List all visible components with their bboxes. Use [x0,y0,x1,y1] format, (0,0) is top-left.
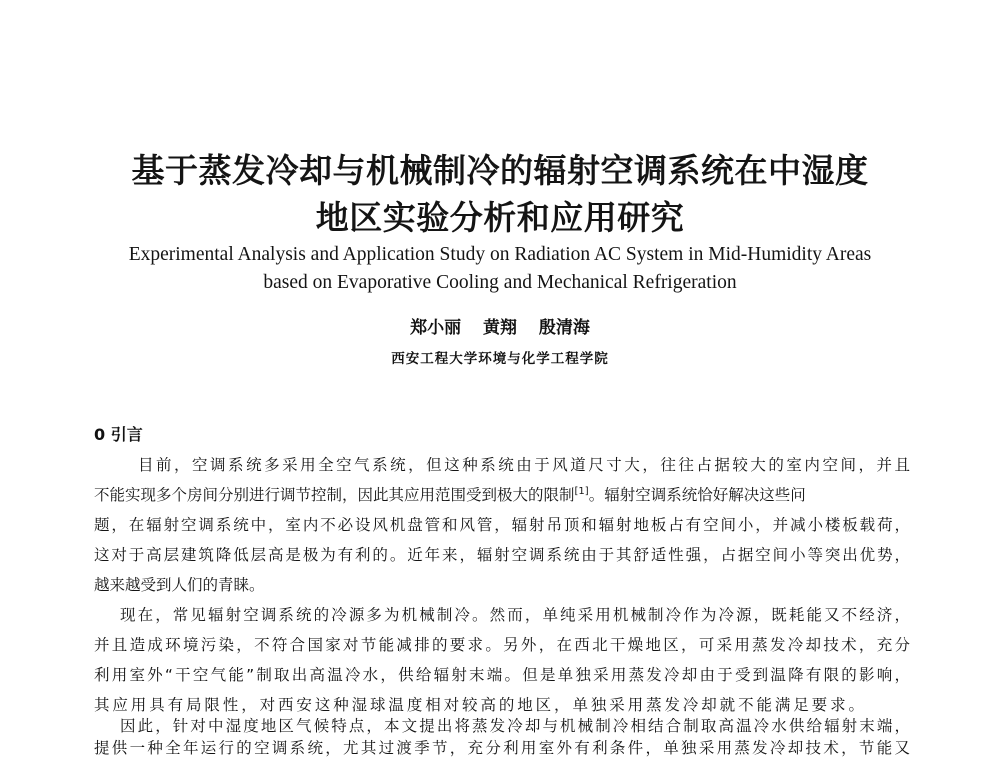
paragraph-3-line-1: 因此，针对中湿度地区气候特点，本文提出将蒸发冷却与机械制冷相结合制取高温冷水供给辐射末端， [120,717,910,735]
title-english-line-2: based on Evaporative Cooling and Mechanical Refrigeration [263,272,737,293]
title-english-line-1: Experimental Analysis and Application Study on Radiation AC System in Mid-Humidity Areas [128,244,872,265]
author-name: 殷清海 [538,318,590,338]
paragraph-3-line-2: 提供一种全年运行的空调系统，尤其过渡季节，充分利用室外有利条件，单独采用蒸发冷却技术，节能又 [94,739,910,757]
title-chinese-line-2: 地区实验分析和应用研究 [315,198,685,237]
paragraph-1-line-1: 目前，空调系统多采用全空气系统，但这种系统由于风道尺寸大，往往占据较大的室内空间，并且 [138,456,910,474]
author-affiliation: 西安工程大学环境与化学工程学院 [391,351,609,367]
paragraph-2-line-1: 现在，常见辐射空调系统的冷源多为机械制冷。然而，单纯采用机械制冷作为冷源，既耗能又不经济， [120,606,910,624]
author-list [0,313,1000,338]
paragraph-1-line-2: 不能实现多个房间分别进行调节控制，因此其应用范围受到极大的限制[1]。辐射空调系统恰好解决这些问 [94,485,806,504]
paragraph-2-line-2: 并且造成环境污染，不符合国家对节能减排的要求。另外，在西北干燥地区，可采用蒸发冷却技术，充分 [94,636,910,654]
author-name: 黄翔 [483,318,517,338]
paragraph-2-line-4: 其应用具有局限性，对西安这种湿球温度相对较高的地区，单独采用蒸发冷却就不能满足要求。 [94,696,864,714]
paragraph-1-line-4: 这对于高层建筑降低层高是极为有利的。近年来，辐射空调系统由于其舒适性强，占据空间小等突出优势， [94,546,910,564]
title-chinese-line-1: 基于蒸发冷却与机械制冷的辐射空调系统在中湿度 [131,151,869,190]
section-heading-introduction: 0 引言 [94,425,143,444]
paragraph-1-line-3: 题，在辐射空调系统中，室内不必设风机盘管和风管，辐射吊顶和辐射地板占有空间小，并减小楼板载荷， [94,516,910,534]
paragraph-2-line-3: 利用室外“干空气能”制取出高温冷水，供给辐射末端。但是单独采用蒸发冷却由于受到温降有限的影响， [94,666,910,684]
citation-reference: [1] [574,485,589,497]
author-name: 郑小丽 [410,318,462,338]
paragraph-1-line-5: 越来越受到人们的青睐。 [94,576,265,594]
